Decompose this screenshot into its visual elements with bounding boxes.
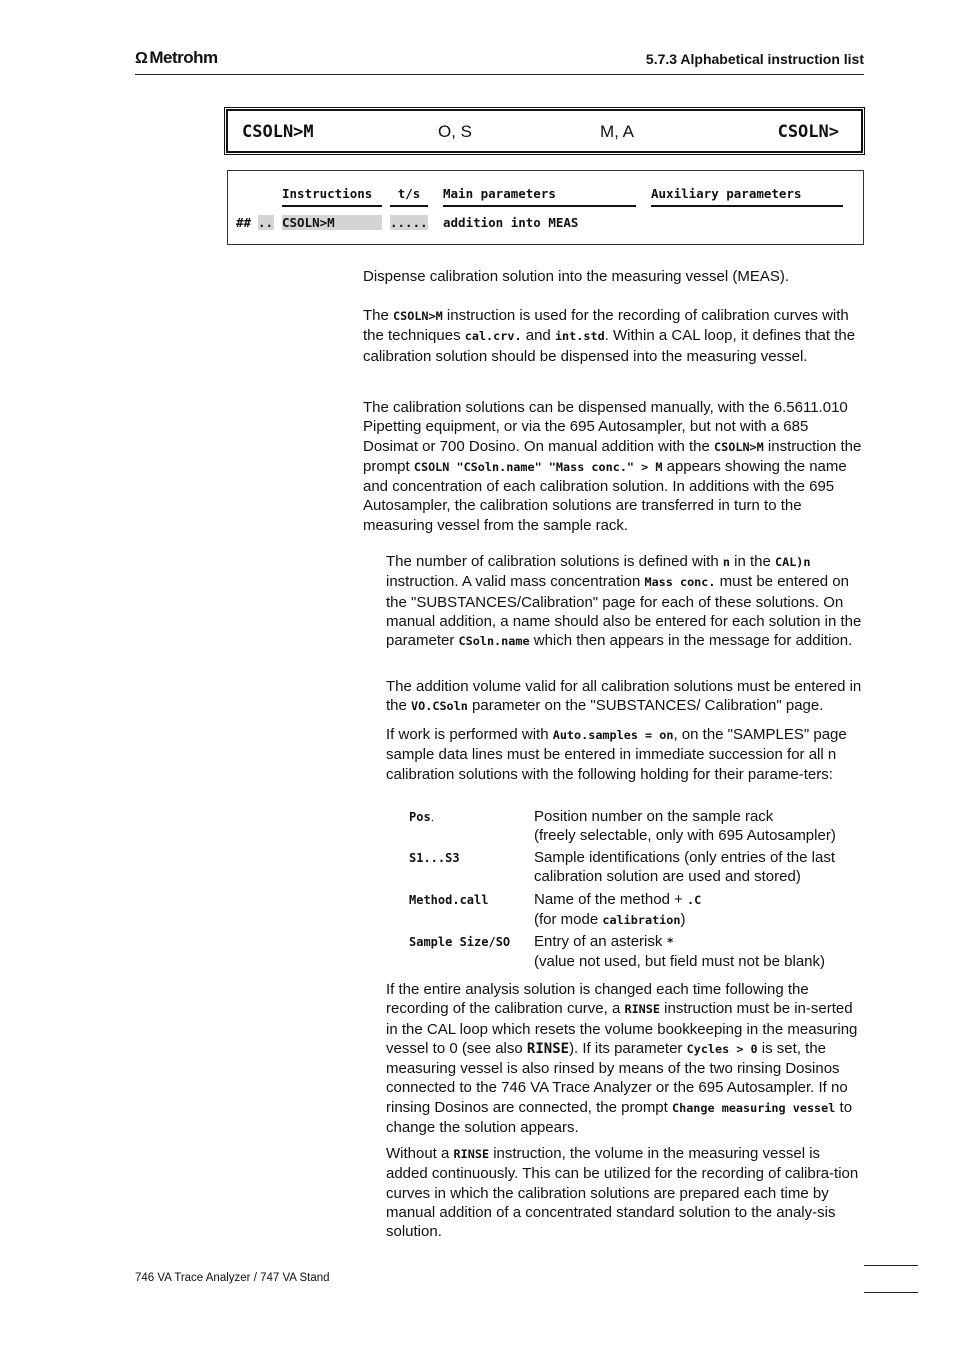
row-prefix: ## <box>236 215 252 230</box>
row-dots: .. <box>258 215 274 230</box>
header-divider <box>135 74 864 75</box>
row-main-parameters: addition into MEAS <box>443 215 579 230</box>
instruction-types: O, S <box>438 122 473 141</box>
param-desc-pos: Position number on the sample rack (freely selectable, only with 695 Autosampler) <box>534 808 836 845</box>
row-instruction: CSOLN>M <box>282 215 382 230</box>
instruction-title-box <box>226 109 863 153</box>
instruction-name: CSOLN>M <box>242 122 314 142</box>
paragraph-number-of-solutions: The number of calibration solutions is defined with n in the CAL)n instruction. A valid mass concentration Mass conc. must be entered on the "SUBSTANCES/Calibration" page for each of these solutions. On manual addition, a name should also be entered for each solution in the parameter CSoln.name which then appears in the message for addition. <box>386 553 862 650</box>
param-desc-s1-s3: Sample identifications (only entries of the last calibration solution are used and stored) <box>534 849 835 886</box>
footer-product-name: 746 VA Trace Analyzer / 747 VA Stand <box>135 1272 330 1284</box>
paragraph-intro: Dispense calibration solution into the measuring vessel (MEAS). <box>363 268 790 285</box>
metrohm-logo <box>135 48 218 68</box>
param-label-pos: Pos. <box>409 810 435 824</box>
paragraph-auto-samples: If work is performed with Auto.samples = on, on the "SAMPLES" page sample data lines must be entered in immediate succession for all n calibration solutions with the following holding for their parame-ters: <box>386 726 847 783</box>
footer-rule-bottom <box>864 1292 918 1293</box>
header-instructions: Instructions <box>282 186 382 207</box>
paragraph-dispensing: The calibration solutions can be dispensed manually, with the 6.5611.010 Pipetting equipment, or via the 695 Autosampler, but not with a 685 Dosimat or 700 Dosino. On manual addition with the CSOLN>M instruction the prompt CSOLN "CSoln.name" "Mass conc." > M appears showing the name and concentration of each calibration solution. In additions with the 695 Autosampler, the calibration solutions are transferred in turn to the measuring vessel from the sample rack. <box>363 399 862 534</box>
param-desc-method-call: Name of the method + .C (for mode calibration) <box>534 891 702 929</box>
header-auxiliary-parameters: Auxiliary parameters <box>651 186 843 207</box>
row-ts: ..... <box>390 215 428 230</box>
header-main-parameters: Main parameters <box>443 186 636 207</box>
section-title: 5.7.3 Alphabetical instruction list <box>645 51 864 67</box>
header-ts: t/s <box>390 186 428 207</box>
paragraph-without-rinse: Without a RINSE instruction, the volume in the measuring vessel is added continuously. This can be utilized for the recording of calibra-tion curves in which the calibration solutions are prepared each time by manual addition of a concentrated standard solution to the analy-sis solution. <box>386 1145 859 1241</box>
instruction-group: CSOLN> <box>777 122 839 142</box>
param-desc-sample-size: Entry of an asterisk * (value not used, but field must not be blank) <box>534 933 826 971</box>
instruction-modes: M, A <box>600 122 635 141</box>
param-label-method-call: Method.call <box>409 893 489 907</box>
paragraph-usage: The CSOLN>M instruction is used for the recording of calibration curves with the techniques cal.crv. and int.std. Within a CAL loop, it defines that the calibration solution should be dispensed into the measuring vessel. <box>363 307 856 365</box>
paragraph-addition-volume: The addition volume valid for all calibration solutions must be entered in the VO.CSoln parameter on the "SUBSTANCES/ Calibration" page. <box>386 678 862 715</box>
logo-text: Metrohm <box>149 48 218 67</box>
param-label-sample-size: Sample Size/SO <box>409 935 511 949</box>
omega-logo-icon: Ω <box>135 50 148 67</box>
syntax-table <box>227 170 864 245</box>
paragraph-rinse: If the entire analysis solution is changed each time following the recording of the calibration curve, a RINSE instruction must be in-serted in the CAL loop which resets the volume bookkeeping in the measuring vessel to 0 (see also RINSE). If its parameter Cycles > 0 is set, the measuring vessel is also rinsed by means of the two rinsing Dosinos connected to the 746 VA Trace Analyzer or the 695 Autosampler. If no rinsing Dosinos are connected, the prompt Change measuring vessel to change the solution appears. <box>386 981 858 1137</box>
footer-rule-top <box>864 1265 918 1266</box>
param-label-s1-s3: S1...S3 <box>409 851 460 865</box>
